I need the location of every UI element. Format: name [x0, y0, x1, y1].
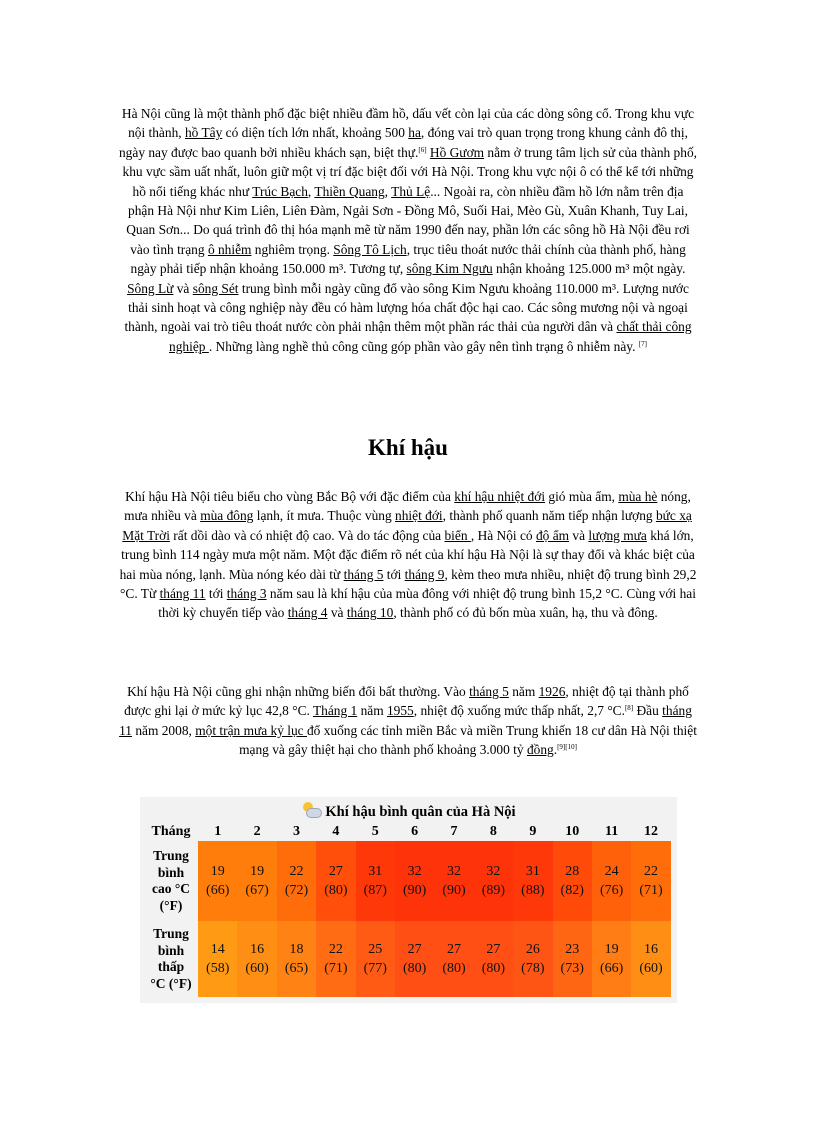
celsius-value: 14 [210, 942, 225, 957]
celsius-value: 19 [604, 942, 619, 957]
wiki-link[interactable]: lượng mưa [588, 527, 647, 543]
month-header: 6 [411, 824, 419, 839]
fahrenheit-value: (89) [481, 883, 506, 898]
climate-table-box [140, 797, 677, 1003]
fahrenheit-value: (80) [442, 961, 466, 976]
month-header: 11 [604, 824, 619, 839]
climate-table-title-text: Khí hậu bình quân của Hà Nội [325, 804, 516, 820]
temperature-cell [198, 921, 237, 997]
text-run: , nhiệt độ xuống mức thấp nhất, 2,7 °C. [413, 703, 625, 719]
celsius-value: 22 [643, 864, 658, 879]
fahrenheit-value: (58) [206, 961, 230, 976]
celsius-value: 16 [643, 942, 658, 957]
month-header-label: Tháng [151, 824, 191, 839]
temperature-cell [395, 921, 434, 997]
text-run: gió mùa ẩm, [545, 489, 619, 504]
wiki-link[interactable]: khí hậu nhiệt đới [454, 489, 546, 504]
text-run: , thành phố có đủ bốn mùa xuân, hạ, thu và đông. [393, 605, 658, 621]
footnote-ref[interactable]: [9][10] [557, 743, 577, 752]
text-run: nhận khoảng 125.000 m³ một ngày. [492, 261, 686, 277]
temperature-cell [356, 841, 395, 921]
wiki-link[interactable]: mùa hè [618, 489, 658, 504]
temperature-cell [198, 841, 237, 921]
fahrenheit-value: (60) [639, 961, 663, 976]
wiki-link[interactable]: nhiệt đới [395, 508, 443, 524]
temperature-cell [316, 921, 355, 997]
celsius-value: 26 [525, 942, 540, 957]
text-run: năm 2008, [131, 722, 196, 738]
temperature-cell [631, 841, 670, 921]
celsius-value: 19 [210, 864, 225, 879]
fahrenheit-value: (80) [481, 961, 506, 976]
footnote-ref[interactable]: [7] [638, 339, 647, 348]
wiki-link[interactable]: Hồ Gươm [429, 144, 485, 160]
wiki-link[interactable]: biển [444, 527, 471, 543]
fahrenheit-value: (90) [442, 883, 466, 898]
fahrenheit-value: (76) [599, 883, 624, 898]
text-run: . Những làng nghề thủ công cũng góp phần vào gây nên tình trạng ô nhiễm này. [208, 338, 639, 354]
text-run: và [569, 527, 589, 543]
text-run: Khí hậu Hà Nội cũng ghi nhận những biến đổi bất thường. Vào [127, 684, 470, 699]
temperature-cell [356, 921, 395, 997]
fahrenheit-value: (82) [560, 883, 584, 898]
month-header: 7 [450, 824, 458, 839]
wiki-link[interactable]: tháng 11 [119, 703, 692, 738]
text-run: , thành phố quanh năm tiếp nhận lượng [442, 508, 656, 524]
wiki-link[interactable]: hồ Tây [184, 125, 223, 141]
text-run: Hà Nội cũng là một thành phố đặc biệt nhiều đầm hồ, dấu vết còn lại của các dòng sông cổ. Trong khu vực nội thành, [121, 106, 695, 141]
celsius-value: 32 [486, 864, 501, 879]
wiki-link[interactable]: tháng 9 [404, 566, 445, 582]
text-run: và [173, 280, 193, 296]
month-header: 2 [253, 824, 261, 839]
temperature-cell [474, 921, 513, 997]
fahrenheit-value: (65) [284, 961, 309, 976]
fahrenheit-value: (60) [245, 961, 269, 976]
fahrenheit-value: (88) [521, 883, 545, 898]
wiki-link[interactable]: Thiền Quang [314, 183, 385, 199]
row-label: Trung bình thấp °C (°F) [150, 926, 192, 991]
text-run: đổ xuống các tỉnh miền Bắc và miền Trung khiến 18 cư dân Hà Nội thiệt mạng và gây thiệt hại cho thành phố khoảng 3.000 tỷ [239, 722, 697, 758]
wiki-link[interactable]: tháng 4 [287, 605, 328, 621]
wiki-link[interactable]: 1955 [386, 703, 414, 719]
wiki-link[interactable]: Tháng 1 [312, 703, 358, 719]
wiki-link[interactable]: đồng [526, 742, 554, 758]
fahrenheit-value: (77) [363, 961, 387, 976]
temperature-cell [474, 841, 513, 921]
temperature-cell [237, 921, 276, 997]
wiki-link[interactable]: tháng 5 [469, 684, 509, 699]
fahrenheit-value: (67) [245, 883, 269, 898]
wiki-link[interactable]: tháng 10 [346, 605, 394, 621]
fahrenheit-value: (71) [324, 961, 348, 976]
text-run: rất dồi dào và có nhiệt độ cao. Và do tác động của [169, 527, 445, 543]
section-heading-climate: Khí hậu [368, 435, 448, 460]
month-header: 8 [489, 824, 497, 839]
celsius-value: 25 [368, 942, 383, 957]
temperature-cell [316, 841, 355, 921]
footnote-ref[interactable]: [8] [624, 704, 634, 713]
temperature-cell [434, 841, 473, 921]
text-run: nóng, mưa nhiều và [124, 489, 691, 524]
climate-table-title [140, 802, 677, 822]
celsius-value: 28 [565, 864, 580, 879]
fahrenheit-value: (78) [521, 961, 545, 976]
text-run: Đầu [633, 703, 663, 719]
month-header: 4 [332, 824, 340, 839]
text-run: tới [383, 566, 405, 582]
text-run: , kèm theo mưa nhiều, nhiệt độ trung bình 29,2 °C. Từ [120, 566, 697, 602]
month-header: 1 [214, 824, 222, 839]
celsius-value: 32 [447, 864, 462, 879]
temperature-cell [434, 921, 473, 997]
wiki-link[interactable]: Sông Lừ [127, 280, 174, 296]
fahrenheit-value: (66) [599, 961, 624, 976]
fahrenheit-value: (72) [284, 883, 309, 898]
fahrenheit-value: (90) [402, 883, 427, 898]
paragraph-lakes [118, 104, 698, 356]
wiki-link[interactable]: một trận mưa kỷ lục [195, 722, 307, 738]
celsius-value: 22 [328, 942, 343, 957]
wiki-link[interactable]: Thủ Lệ [391, 183, 431, 199]
fahrenheit-value: (71) [639, 883, 663, 898]
text-run: tới [205, 586, 227, 602]
temperature-cell [277, 841, 316, 921]
climate-table [144, 823, 671, 997]
celsius-value: 32 [407, 864, 422, 879]
temperature-cell [513, 841, 552, 921]
text-run: năm [357, 703, 387, 719]
footnote-ref[interactable]: [6] [418, 145, 427, 154]
fahrenheit-value: (73) [560, 961, 584, 976]
wiki-link[interactable]: sông Kim Ngưu [406, 261, 493, 277]
celsius-value: 27 [486, 942, 501, 957]
month-header: 12 [643, 824, 658, 839]
temperature-cell [395, 841, 434, 921]
text-run: và [327, 605, 347, 621]
celsius-value: 18 [289, 942, 304, 957]
celsius-value: 31 [525, 864, 540, 879]
wiki-link[interactable]: độ ẩm [535, 527, 570, 543]
paragraph-climate-overview [118, 487, 698, 623]
wiki-link[interactable]: tháng 3 [226, 586, 267, 602]
celsius-value: 16 [250, 942, 265, 957]
wiki-link[interactable]: ha [408, 125, 421, 141]
celsius-value: 23 [565, 942, 580, 957]
temperature-cell [592, 921, 631, 997]
temperature-cell [592, 841, 631, 921]
text-run: năm [508, 684, 539, 699]
temperature-cell [631, 921, 670, 997]
text-run: Khí hậu Hà Nội tiêu biểu cho vùng Bắc Bộ với đặc điểm của [125, 489, 455, 504]
table-header-row [144, 823, 671, 841]
text-run: ... Ngoài ra, còn nhiều đầm hồ lớn nằm trên địa phận Hà Nội như Kim Liên, Liên Đàm, Ngải Sơn - Đồng Mô, Suối Hai, Mèo Gù, Xuân Khanh, Tuy Lai, Quan Sơn... Do quá trình đô thị hóa mạnh mẽ từ năm 1990 đến nay, phần lớn các sông hồ Hà Nội đều rơi vào tình trạng [126, 183, 690, 257]
wiki-link[interactable]: bức xạ Mặt Trời [122, 508, 692, 543]
text-run: , nhiệt độ tại thành phố được ghi lại ở mức kỷ lục 42,8 °C. [124, 684, 689, 719]
text-run: , [307, 183, 315, 199]
wiki-link[interactable]: chất thải công nghiệp [169, 319, 692, 354]
text-run: năm sau là khí hậu của mùa đông với nhiệt độ trung bình 15,2 °C. Cùng với hai thời kỳ chuyển tiếp vào [158, 586, 696, 621]
month-header: 10 [565, 824, 580, 839]
celsius-value: 24 [604, 864, 619, 879]
fahrenheit-value: (66) [206, 883, 230, 898]
wiki-link[interactable]: 1926 [538, 684, 566, 699]
wiki-link[interactable]: sông Sét [192, 280, 239, 296]
wiki-link[interactable]: Sông Tô Lịch [333, 241, 407, 257]
month-header: 3 [292, 824, 300, 839]
wiki-link[interactable]: mùa đông [200, 508, 254, 524]
wiki-link[interactable]: tháng 11 [159, 586, 206, 602]
wiki-link[interactable]: tháng 5 [343, 566, 384, 582]
temperature-cell [553, 921, 592, 997]
fahrenheit-value: (80) [324, 883, 348, 898]
temperature-cell [553, 841, 592, 921]
month-header: 5 [371, 824, 379, 839]
fahrenheit-value: (87) [363, 883, 387, 898]
sun-cloud-icon [301, 802, 321, 818]
text-run: nằm ở trung tâm lịch sử của thành phố, khu vực sầm uất nhất, luôn giữ một vị trí đặc biệt đối với Hà Nội. Trong khu vực nội ô có thể kể tới những hồ nổi tiếng khác như [122, 144, 697, 199]
text-run: lạnh, ít mưa. Thuộc vùng [253, 508, 396, 524]
month-header: 9 [529, 824, 537, 839]
text-run: có diện tích lớn nhất, khoảng 500 [222, 125, 409, 141]
text-run: , đóng vai trò quan trọng trong khung cảnh đô thị, ngày nay được bao quanh bởi nhiều khách sạn, biệt thự. [118, 125, 688, 160]
text-run: , Hà Nội có [470, 527, 536, 543]
celsius-value: 27 [447, 942, 462, 957]
row-label: Trung bình cao °C (°F) [151, 848, 190, 913]
celsius-value: 27 [328, 864, 343, 879]
temperature-cell [237, 841, 276, 921]
text-run: . [553, 742, 558, 758]
text-run: khá lớn, trung bình 114 ngày mưa một năm. Một đặc điểm rõ nét của khí hậu Hà Nội là sự thay đổi và khác biệt của hai mùa nóng, lạnh. Mùa nóng kéo dài từ [119, 527, 695, 582]
paragraph-climate-extremes [118, 682, 698, 760]
celsius-value: 19 [250, 864, 265, 879]
celsius-value: 31 [368, 864, 383, 879]
temperature-cell [513, 921, 552, 997]
text-run: trung bình mỗi ngày cũng đổ vào sông Kim Ngưu khoảng 110.000 m³. Lượng nước thải sinh hoạt và công nghiệp này đều có hàm lượng hóa chất độc hại cao. Các sông mương nội và ngoại thành, ngoài vai trò tiêu thoát nước còn phải nhận thêm một phần rác thải của người dân và [124, 280, 689, 335]
text-run: , trục tiêu thoát nước thải chính của thành phố, hàng ngày phải tiếp nhận khoảng 150.000 m³. Tương tự, [130, 241, 686, 277]
text-run: nghiêm trọng. [251, 241, 334, 257]
text-run: , [384, 183, 392, 199]
celsius-value: 27 [407, 942, 422, 957]
temperature-cell [277, 921, 316, 997]
wiki-link[interactable]: ô nhiễm [207, 241, 252, 257]
fahrenheit-value: (80) [402, 961, 427, 976]
wiki-link[interactable]: Trúc Bạch [252, 183, 308, 199]
table-row [144, 841, 671, 921]
table-row [144, 921, 671, 997]
celsius-value: 22 [289, 864, 304, 879]
